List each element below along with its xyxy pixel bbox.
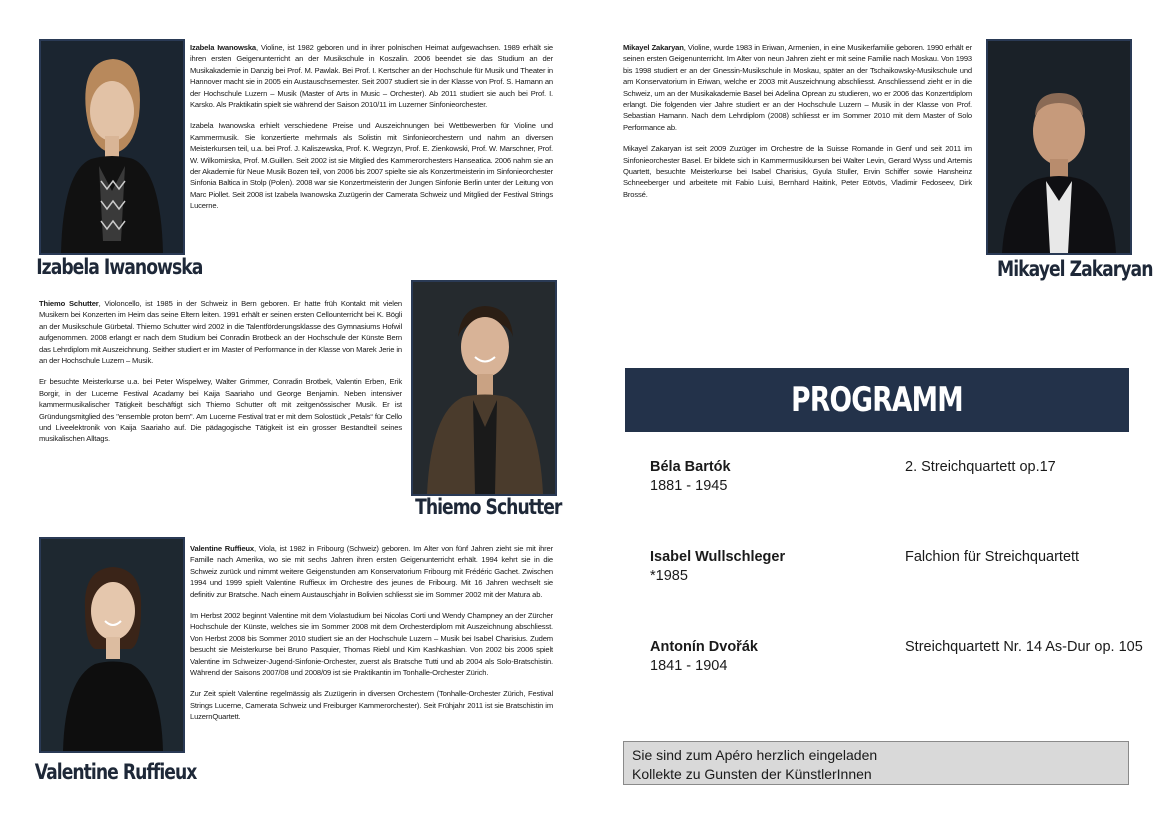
izabela-bio: [190, 42, 553, 222]
bio-name: Mikayel Zakaryan: [623, 43, 684, 52]
program-item-work: 2. Streichquartett op.17: [905, 459, 1056, 475]
valentine-name-heading: Valentine Ruffieux: [34, 760, 197, 784]
valentine-photo: [39, 537, 185, 753]
portrait-image: [413, 282, 555, 494]
thiemo-photo: [411, 280, 557, 496]
composer-dates: 1841 - 1904: [650, 658, 728, 674]
composer-dates: *1985: [650, 568, 688, 584]
programm-title: PROGRAMM: [791, 380, 963, 420]
portrait-image: [41, 41, 183, 253]
thiemo-name-heading: Thiemo Schutter: [415, 495, 562, 519]
mikayel-bio: [623, 42, 972, 210]
bio-text: , Viola, ist 1982 in Fribourg (Schweiz) geboren. Im Alter von fünf Jahren zieht sie mit ihrer Famille nach Amerika, wo sie mit sechs Jahren ihren ersten Geigenunterricht erhält. 1994 kehrt sie in die Schweiz zurück und nimmt weitere Geigenstunden am Konservatorium Fribourg mit Frédéric Gachet. Zwischen 1994 und 1999 spielt Valentine Ruffieux im Orchestre des jeunes de Fribourg. Mit 16 Jahren wechselt sie definitiv zur Bratsche. Nach einem Austauschjahr in Bolivien schliesst sie im Sommer 2002 mit der Matura ab.: [190, 544, 553, 599]
bio-paragraph: Mikayel Zakaryan ist seit 2009 Zuzüger im Orchestre de la Suisse Romande in Genf und seit 2011 im Sinfonieorchester Basel. Er bildete sich in Kammermusikkursen bei Walter Levin, Gerard Wyss und Artemis Quartett, besuchte Meisterkurse bei Isabel Charisius, Gyula Stuller, Ervin Schiffer sowie Hansheinz Schneeberger und arbeitete mit Fabio Luisi, Bernhard Haitink, Peter Eötvös, Vladimir Fedoseev, Dirk Brossé.: [623, 144, 972, 199]
bio-text: , Violine, wurde 1983 in Eriwan, Armenien, in eine Musikerfamilie geboren. 1990 erhält er seinen ersten Geigenunterricht. Im Alter von neun Jahren zieht er mit seine Familie nach Moskau. Von 1993 bis 1998 studiert er an der Gnessin-Musikschule in Moskau, später an der Tschaikowsky-Musikschule und am Konservatorium in Eriwan, welche er 2003 mit Auszeichnung abschliesst. Anschliessend zieht er in die Schweiz, um an der Musikakademie Basel bei Adelina Oprean zu studieren, wo er 2006 das Konzertdiplom erlangt. Die folgenden vier Jahre studiert er an der Hochschule Luzern – Musik in der Klasse von Prof. Sebastian Hamann. Nach dem Lehrdiplom (2008) schliesst er im Sommer 2010 mit dem Master of Solo Performance ab.: [623, 43, 973, 132]
izabela-photo: [39, 39, 185, 255]
program-item-composer: [650, 458, 731, 496]
bio-name: Thiemo Schutter: [39, 299, 99, 308]
izabela-name-heading: Izabela Iwanowska: [36, 255, 203, 279]
bio-paragraph: Izabela Iwanowska erhielt verschiedene Preise und Auszeichnungen bei Wettbewerben für Violine und Kammermusik. Sie konzertierte mehrmals als Solistin mit Sinfonieorchestern und nahm an diversen Meisterkursen teil, u.a. bei Prof. J. Kaliszewska, Prof. K. Wegrzyn, Prof. E. Zienkowski, Prof. W. Marschner, Prof. W. Wilkomirska, Prof. M.Guillen. Seit 2002 ist sie Mitglied des Kammerorchesters Hanseatica. 2006 nahm sie an der Akademie für Neue Musik Bozen teil, von 2006 bis 2007 spielte sie als Konzertmeisterin im Sinfonieorchester Sinfonia Baltica in Stolp (Polen). 2008 war sie Konzertmeisterin der Jungen Sinfonie Berlin unter der Leitung von Marc Piollet. Seit 2008 ist Izabela Iwanowska Zuzügerin der Camerata Schweiz und Mitglied der Festival Strings Lucerne.: [190, 121, 553, 211]
note-line-1: Sie sind zum Apéro herzlich eingeladen: [632, 747, 878, 763]
mikayel-name-heading: Mikayel Zakaryan: [997, 257, 1153, 281]
bio-text: , Violine, ist 1982 geboren und in ihrer polnischen Heimat aufgewachsen. 1989 erhält sie ihren ersten Geigenunterricht an der Musikschule in Koszalin. 2006 beendet sie das Studium an der Musikakademie in Danzig bei Prof. M. Pawlak. Bei Prof. I. Kertscher an der Hochschule für Musik und Theater in Hannover macht sie in 2005 ein Austauschsemester. Seit 2007 studiert sie in der Klasse von Prof. S. Hamann an der Hochschule Luzern – Musik (Master of Arts in Music – Orchester). Ab 2011 studiert sie auch bei Prof. I. Karsko. Als Praktikatin spielt sie während der Saison 2010/11 im Luzerner Sinfonieorchester.: [190, 43, 553, 110]
program-item-composer: [650, 548, 785, 586]
programm-header: [625, 368, 1129, 432]
bio-paragraph: Er besuchte Meisterkurse u.a. bei Peter Wispelwey, Walter Grimmer, Conradin Brotbek, Valentin Erben, Erik Borgir, in der Lucerne Festival Acadamy bei Kaija Saariaho und George Benjamin. Neben intensiver kammermusikalischer Tätigkeit beschäftigt sich Thiemo Schutter oft mit zeitgenössischer Musik. Er ist Gründungsmitglied des "ensemble proton bern". Am Lucerne Festival trat er mit dem Solostück „Petals“ für Cello und Liveelektronik von Kaija Saariaho auf. Die pädagogische Tätigkeit ist ein grosser Bestandteil seines musikalischen Alltags.: [39, 377, 402, 444]
portrait-image: [988, 41, 1130, 253]
bio-name: Valentine Ruffieux: [190, 544, 254, 553]
valentine-bio: [190, 543, 553, 733]
bio-paragraph: Zur Zeit spielt Valentine regelmässig als Zuzügerin in diversen Orchestern (Tonhalle-Orchester Zürich, Festival Strings Lucerne, Camerata Schweiz und Freiburger Kammerorchester). Seit Frühjahr 2011 ist sie Bratschistin im LuzernQuartett.: [190, 689, 553, 722]
apero-note: [623, 741, 1129, 785]
composer-name: Antonín Dvořák: [650, 639, 758, 655]
program-item-work: Falchion für Streichquartett: [905, 549, 1080, 565]
mikayel-photo: [986, 39, 1132, 255]
note-line-2: Kollekte zu Gunsten der KünstlerInnen: [632, 766, 872, 782]
composer-name: Isabel Wullschleger: [650, 549, 786, 565]
program-item-work: Streichquartett Nr. 14 As-Dur op. 105: [905, 639, 1143, 655]
composer-dates: 1881 - 1945: [650, 478, 728, 494]
bio-text: , Violoncello, ist 1985 in der Schweiz in Bern geboren. Er hatte früh Kontakt mit vielen Musikern bei Konzerten im Heim das seine Eltern leiten. 1991 erhält er seinen ersten Cellounterricht bei K. Bögli an der Musikschule Gürbetal. Thiemo Schutter wird 2002 in die Talentförderungsklasse des Gymnasiums Hofwil aufgenommen. 2008 erlangt er nach dem Studium bei Conradin Brotbeck an der Hochschule der Künste Bern das Lehrdiplom mit Auszeichnung. Seither studiert er im Master of Performance in der Klasse von Marek Jerie in an der Hochschule Luzern – Musik.: [39, 299, 402, 366]
program-item-composer: [650, 638, 758, 676]
portrait-image: [41, 539, 183, 751]
bio-paragraph: Im Herbst 2002 beginnt Valentine mit dem Violastudium bei Nicolas Corti und Wendy Champney an der Zürcher Hochschule der Künste, welches sie im Sommer 2008 mit dem Orchesterdiplom mit Auszeichnung abschliesst. Von Herbst 2008 bis Sommer 2010 studiert sie an der Hochschule Luzern – Musik bei Isabel Charisius. Zudem besucht sie Meisterkurse bei Bruno Pasquier, Thomas Riebl und Kim Kashkashian. Von 2002 bis 2006 spielt Valentine im Schweizer-Jugend-Sinfonie-Orchester, zuerst als Bratsche Tutti und ab 2004 als Solo-Bratschistin. Während der Saisons 2007/08 und 2008/09 ist sie Praktikantin im Tonhalle-Orchester Zürich.: [190, 611, 553, 678]
composer-name: Béla Bartók: [650, 459, 731, 475]
bio-name: Izabela Iwanowska: [190, 43, 256, 52]
thiemo-bio: [39, 298, 402, 455]
